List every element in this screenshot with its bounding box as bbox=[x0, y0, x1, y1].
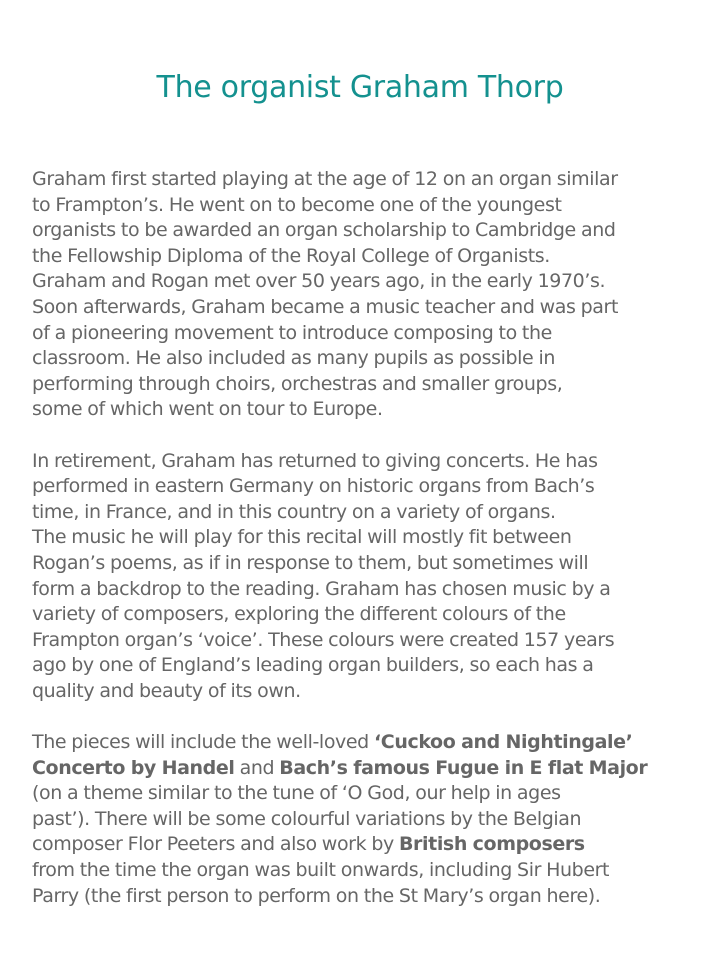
text-line: ago by one of England’s leading organ builders, so each has a bbox=[32, 654, 594, 677]
bold-title-bach-fugue: Bach’s famous Fugue in E flat Major bbox=[279, 756, 648, 779]
text-line: performing through choirs, orchestras and smaller groups, bbox=[32, 372, 563, 395]
text-run: (on a theme similar to the tune of ‘O God, our help in ages bbox=[32, 782, 561, 805]
text-line: variety of composers, exploring the different colours of the bbox=[32, 603, 566, 626]
bold-british-composers: British composers bbox=[398, 833, 585, 856]
text-line: classroom. He also included as many pupils as possible in bbox=[32, 347, 555, 370]
text-line: Graham and Rogan met over 50 years ago, in the early 1970’s. bbox=[32, 270, 606, 293]
text-line: organists to be awarded an organ scholarship to Cambridge and bbox=[32, 219, 616, 242]
text-line: form a backdrop to the reading. Graham has chosen music by a bbox=[32, 577, 611, 600]
bold-title-handel-concerto: Concerto by Handel bbox=[32, 756, 235, 779]
text-run: from the time the organ was built onwards, including Sir Hubert bbox=[32, 859, 610, 882]
paragraph-pieces bbox=[32, 730, 702, 909]
text-line bbox=[32, 756, 702, 782]
text-line: quality and beauty of its own. bbox=[32, 679, 301, 702]
text-run: past’). There will be some colourful variations by the Belgian bbox=[32, 807, 582, 830]
text-line bbox=[32, 807, 702, 833]
text-line bbox=[32, 730, 702, 756]
body-text bbox=[32, 167, 702, 935]
text-line: Frampton organ’s ‘voice’. These colours were created 157 years bbox=[32, 628, 615, 651]
text-line: time, in France, and in this country on a variety of organs. bbox=[32, 500, 556, 523]
text-line: Rogan’s poems, as if in response to them, but sometimes will bbox=[32, 551, 589, 574]
paragraph-career bbox=[32, 167, 702, 423]
text-line: the Fellowship Diploma of the Royal College of Organists. bbox=[32, 244, 550, 267]
text-line: Soon afterwards, Graham became a music teacher and was part bbox=[32, 295, 619, 318]
text-line bbox=[32, 884, 702, 910]
text-line: Graham first started playing at the age of 12 on an organ similar bbox=[32, 168, 618, 190]
bold-title-cuckoo-nightingale: ‘Cuckoo and Nightingale’ bbox=[373, 731, 633, 754]
text-run: The pieces will include the well-loved bbox=[32, 731, 374, 754]
text-line: of a pioneering movement to introduce composing to the bbox=[32, 321, 552, 344]
text-line bbox=[32, 832, 702, 858]
text-line bbox=[32, 858, 702, 884]
text-line: performed in eastern Germany on historic organs from Bach’s bbox=[32, 475, 595, 498]
text-run: composer Flor Peeters and also work by bbox=[32, 833, 399, 856]
text-run: and bbox=[234, 756, 280, 779]
text-line: to Frampton’s. He went on to become one of the youngest bbox=[32, 193, 562, 216]
page-title: The organist Graham Thorp bbox=[156, 70, 564, 105]
text-line: In retirement, Graham has returned to giving concerts. He has bbox=[32, 449, 598, 472]
text-line: The music he will play for this recital will mostly fit between bbox=[32, 526, 572, 549]
paragraph-retirement bbox=[32, 449, 702, 705]
text-run: Parry (the first person to perform on the St Mary’s organ here). bbox=[32, 884, 601, 907]
text-line: some of which went on tour to Europe. bbox=[32, 398, 383, 421]
text-line bbox=[32, 781, 702, 807]
